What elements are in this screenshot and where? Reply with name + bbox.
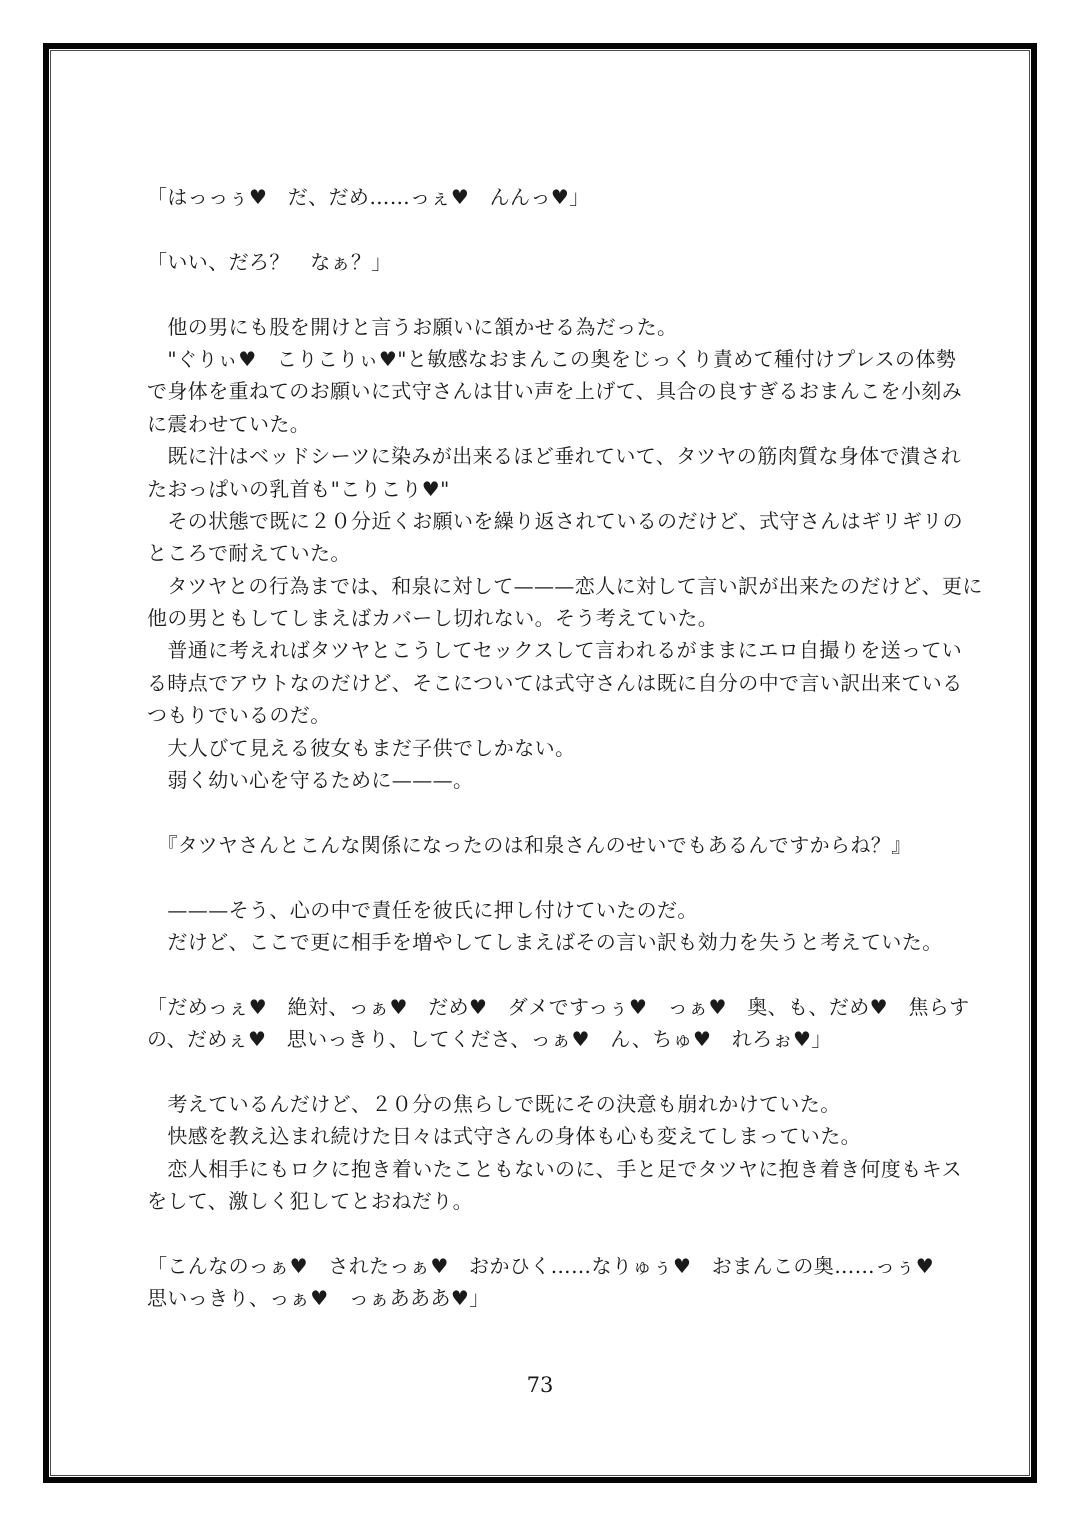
text-line: つもりでいるのだ。 — [147, 703, 331, 728]
text-line — [147, 213, 947, 245]
text-line — [147, 861, 947, 893]
text-line: 考えているんだけど、２０分の焦らしで既にその決意も崩れかけていた。 — [147, 1091, 841, 1116]
text-line: たおっぱいの乳首も"こりこり♥" — [147, 476, 450, 501]
text-line: 「こんなのっぁ♥ されたっぁ♥ おかひく……なりゅぅ♥ おまんこの奥……っぅ♥ — [147, 1253, 935, 1278]
text-line — [147, 958, 947, 990]
text-line: の、だめぇ♥ 思いっきり、してくださ、っぁ♥ ん、ちゅ♥ れろぉ♥」 — [147, 1027, 832, 1052]
text-line: 恋人相手にもロクに抱き着いたこともないのに、手と足でタツヤに抱き着き何度もキス — [147, 1156, 962, 1181]
text-line: 『タツヤさんとこんな関係になったのは和泉さんのせいでもあるんですからね？』 — [147, 832, 912, 857]
text-line: 他の男にも股を開けと言うお願いに頷かせる為だった。 — [147, 314, 678, 339]
text-line: に震わせていた。 — [147, 411, 311, 436]
text-line: で身体を重ねてのお願いに式守さんは甘い声を上げて、具合の良すぎるおまんこを小刻み — [147, 379, 963, 404]
text-line: ところで耐えていた。 — [147, 541, 351, 566]
text-line — [147, 1218, 947, 1250]
text-line: タツヤとの行為までは、和泉に対して———恋人に対して言い訳が出来たのだけど、更に — [147, 573, 983, 598]
text-line: 快感を教え込まれ続けた日々は式守さんの身体も心も変えてしまっていた。 — [147, 1124, 861, 1149]
text-line: だけど、ここで更に相手を増やしてしまえばその言い訳も効力を失うと考えていた。 — [147, 929, 943, 954]
text-line: 弱く幼い心を守るために———。 — [147, 768, 474, 793]
text-line: 「はっっぅ♥ だ、だめ……っぇ♥ んんっ♥」 — [147, 185, 590, 209]
text-line — [147, 278, 947, 310]
text-line: その状態で既に２０分近くお願いを繰り返されているのだけど、式守さんはギリギリの — [147, 508, 963, 533]
text-line: 思いっきり、っぁ♥ っぁあああ♥」 — [147, 1286, 490, 1311]
text-line: 普通に考えればタツヤとこうしてセックスして言われるがままにエロ自撮りを送ってい — [147, 638, 963, 663]
page-text — [147, 181, 983, 1315]
text-line: る時点でアウトなのだけど、そこについては式守さんは既に自分の中で言い訳出来ている — [147, 670, 963, 695]
text-line — [147, 796, 947, 828]
text-line: 「いい、だろ？ なぁ？」 — [147, 249, 392, 274]
text-line: をして、激しく犯してとおねだり。 — [147, 1189, 473, 1214]
text-line: ———そう、心の中で責任を彼氏に押し付けていたのだ。 — [147, 897, 698, 922]
text-line: 他の男ともしてしまえばカバーし切れない。そう考えていた。 — [147, 606, 719, 631]
text-line: 既に汁はベッドシーツに染みが出来るほど垂れていて、タツヤの筋肉質な身体で潰され — [147, 444, 962, 469]
text-line — [147, 1056, 947, 1088]
text-line: "ぐりぃ♥ こりこりぃ♥"と敏感なおまんこの奥をじっくり責めて種付けプレスの体勢 — [147, 346, 957, 371]
text-line: 大人びて見える彼女もまだ子供でしかない。 — [147, 735, 576, 760]
text-line: 「だめっぇ♥ 絶対、っぁ♥ だめ♥ ダメですっぅ♥ っぁ♥ 奥、も、だめ♥ 焦らす — [147, 994, 970, 1019]
page-number: 73 — [526, 1373, 554, 1397]
